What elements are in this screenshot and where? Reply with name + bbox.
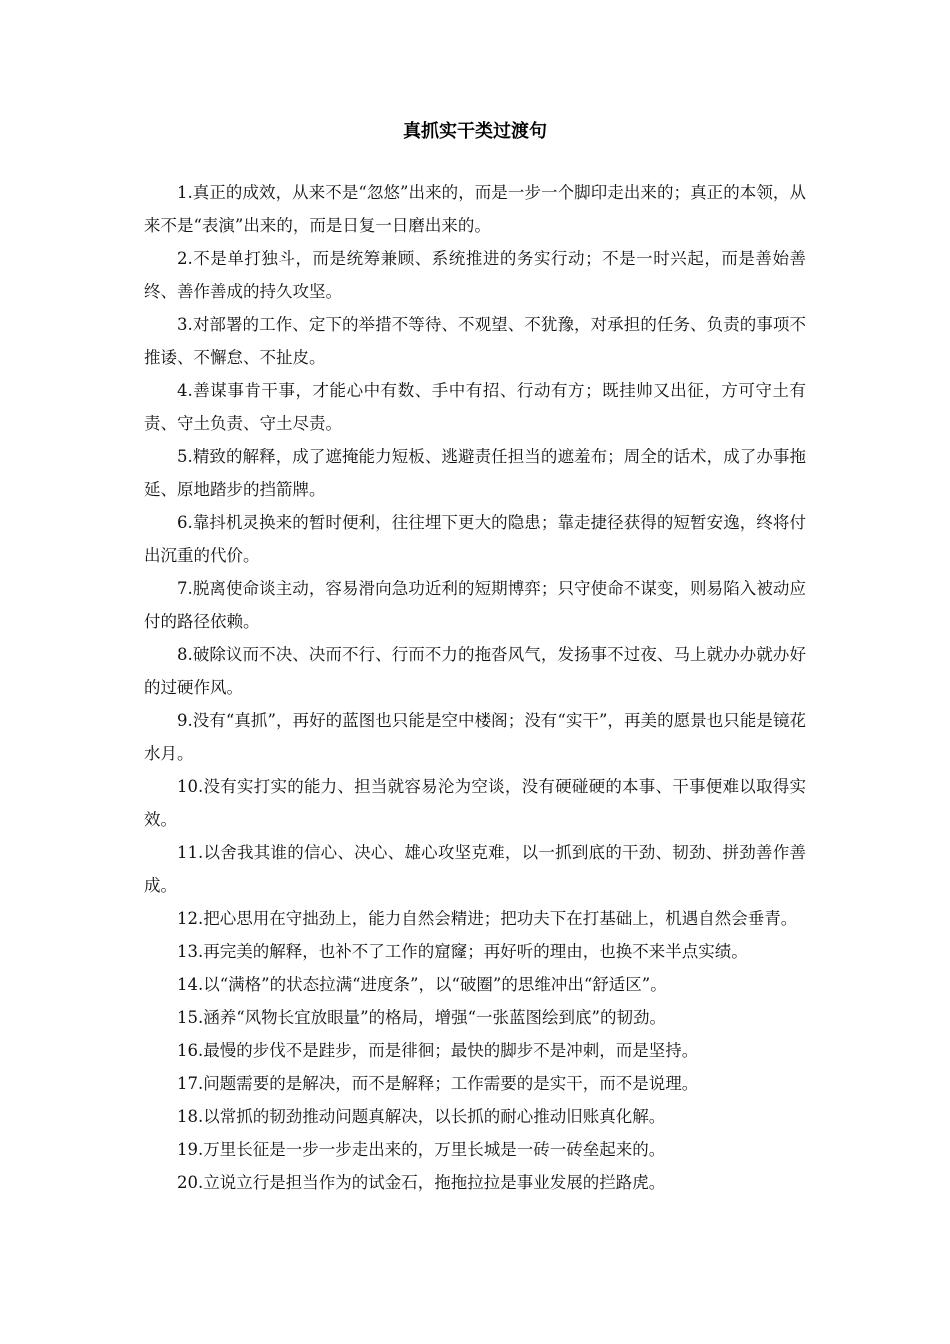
paragraph: 15.涵养“风物长宜放眼量”的格局，增强“一张蓝图绘到底”的韧劲。 [177,1008,666,1027]
paragraph: 17.问题需要的是解决，而不是解释；工作需要的是实干，而不是说理。 [177,1074,699,1093]
paragraph: 16.最慢的步伐不是跬步，而是徘徊；最快的脚步不是冲刺，而是坚持。 [177,1041,699,1060]
document-body [144,176,806,1199]
paragraph: 2.不是单打独斗，而是统筹兼顾、系统推进的务实行动；不是一时兴起，而是善始善终、善作善成的持久攻坚。 [144,249,806,301]
paragraph: 18.以常抓的韧劲推动问题真解决，以长抓的耐心推动旧账真化解。 [177,1107,666,1126]
paragraph: 9.没有“真抓”，再好的蓝图也只能是空中楼阁；没有“实干”，再美的愿景也只能是镜花水月。 [144,711,806,763]
paragraph: 10.没有实打实的能力、担当就容易沦为空谈，没有硬碰硬的本事、干事便难以取得实效。 [144,777,806,829]
paragraph: 6.靠抖机灵换来的暂时便利，往往埋下更大的隐患；靠走捷径获得的短暂安逸，终将付出沉重的代价。 [144,513,806,565]
paragraph: 7.脱离使命谈主动，容易滑向急功近利的短期博弈；只守使命不谋变，则易陷入被动应付的路径依赖。 [144,579,806,631]
paragraph: 19.万里长征是一步一步走出来的，万里长城是一砖一砖垒起来的。 [177,1140,666,1159]
paragraph: 1.真正的成效，从来不是“忽悠”出来的，而是一步一个脚印走出来的；真正的本领，从来不是“表演”出来的，而是日复一日磨出来的。 [144,183,806,235]
paragraph: 5.精致的解释，成了遮掩能力短板、逃避责任担当的遮羞布；周全的话术，成了办事拖延、原地踏步的挡箭牌。 [144,447,806,499]
paragraph: 20.立说立行是担当作为的试金石，拖拖拉拉是事业发展的拦路虎。 [177,1173,666,1192]
paragraph: 3.对部署的工作、定下的举措不等待、不观望、不犹豫，对承担的任务、负责的事项不推诿、不懈怠、不扯皮。 [144,315,806,367]
paragraph: 8.破除议而不决、决而不行、行而不力的拖沓风气，发扬事不过夜、马上就办办就办好的过硬作风。 [144,645,806,697]
paragraph: 14.以“满格”的状态拉满“进度条”，以“破圈”的思维冲出“舒适区”。 [177,975,667,994]
paragraph: 12.把心思用在守拙劲上，能力自然会精进；把功夫下在打基础上，机遇自然会垂青。 [177,909,798,928]
paragraph: 4.善谋事肯干事，才能心中有数、手中有招、行动有方；既挂帅又出征，方可守土有责、守土负责、守土尽责。 [144,381,806,433]
paragraph: 11.以舍我其谁的信心、决心、雄心攻坚克难，以一抓到底的干劲、韧劲、拼劲善作善成。 [144,843,806,895]
document-title: 真抓实干类过渡句 [403,121,547,142]
paragraph: 13.再完美的解释，也补不了工作的窟窿；再好听的理由，也换不来半点实绩。 [177,942,748,961]
